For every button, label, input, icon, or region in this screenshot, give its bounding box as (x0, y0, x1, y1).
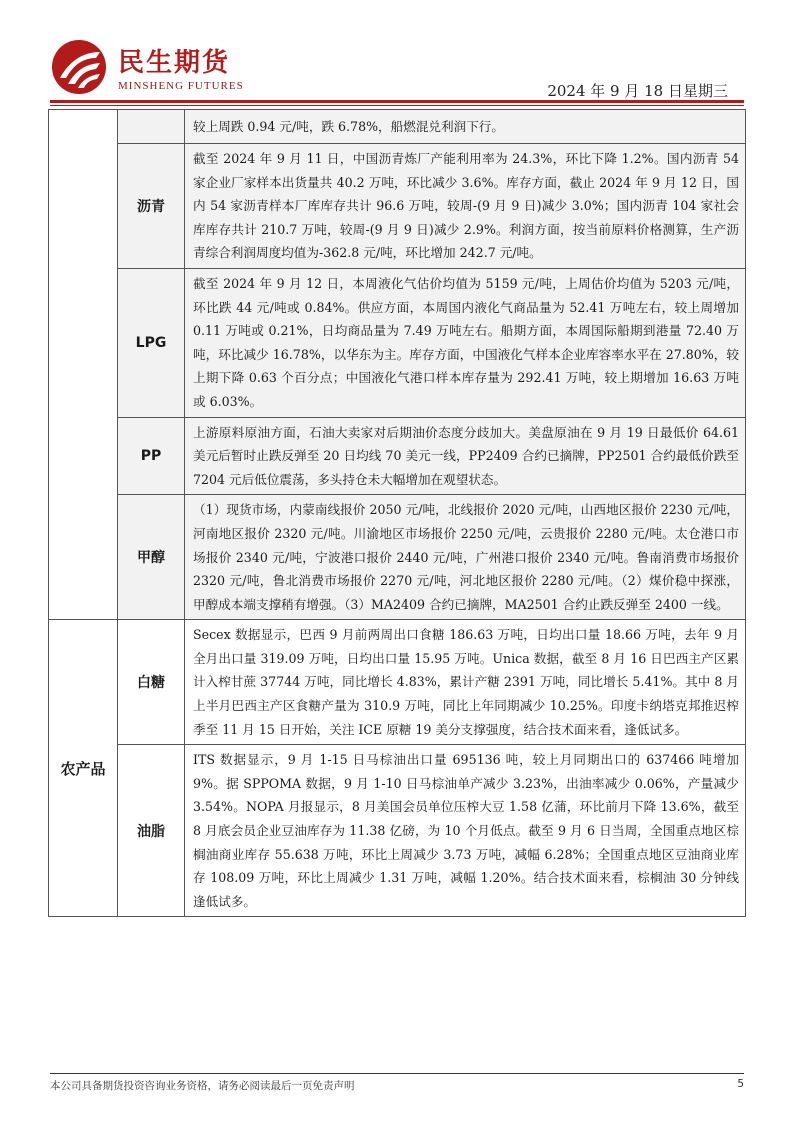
table-row (49, 620, 746, 745)
footer-divider (50, 1073, 744, 1074)
minsheng-logo-icon (50, 38, 108, 96)
table-row (49, 745, 746, 917)
item-cell: 沥青 (118, 144, 185, 269)
brand-name-cn: 民生期货 (118, 48, 231, 78)
page-number: 5 (737, 1078, 744, 1090)
table-row (49, 144, 746, 269)
category-cell: 农产品 (49, 620, 118, 917)
brand-name-en: MINSHENG FUTURES (118, 80, 244, 92)
item-description: Secex 数据显示，巴西 9 月前两周出口食糖 186.63 万吨，日均出口量 18.66 万吨，去年 9 月全月出口量 319.09 万吨，日均出口量 15.95 万吨。Unica 数据，截至 8 月 16 日巴西主产区累计入榨甘蔗 37744 万吨，同比增长 4.83%，累计产糖 2391 万吨，同比增长 5.41%。其中 8 月上半月巴西主产区食糖产量为 310.9 万吨，同比上年同期减少 10.25%。印度卡纳塔克邦推迟榨季至 11 月 15 日开始，关注 ICE 原糖 19 美分支撑强度，结合技术面来看，逢低试多。 (185, 620, 746, 745)
item-cell: LPG (118, 268, 185, 417)
item-cell (118, 110, 185, 144)
table-row (49, 110, 746, 144)
item-description: 截至 2024 年 9 月 11 日，中国沥青炼厂产能利用率为 24.3%，环比下降 1.2%。国内沥青 54 家企业厂家样本出货量共 40.2 万吨，环比减少 3.6%。库存方面，截止 2024 年 9 月 12 日，国内 54 家沥青样本厂库库存共计 96.6 万吨，较周-(9 月 9 日)减少 3.0%；国内沥青 104 家社会库库存共计 210.7 万吨，较周-(9 月 9 日)减少 2.9%。利润方面，按当前原料价格测算，生产沥青综合利润周度均值为-362.8 元/吨，环比增加 242.7 元/吨。 (185, 144, 746, 269)
commodity-table (48, 109, 746, 917)
item-cell: 油脂 (118, 745, 185, 917)
item-description: 截至 2024 年 9 月 12 日，本周液化气估价均值为 5159 元/吨，上周估价均值为 5203 元/吨，环比跌 44 元/吨或 0.84%。供应方面，本周国内液化气商品量为 52.41 万吨左右，较上周增加 0.11 万吨或 0.21%，日均商品量为 7.49 万吨左右。船期方面，本周国际船期到港量 72.40 万吨，环比减少 16.78%，以华东为主。库存方面，中国液化气样本企业库容率水平在 27.80%，较上期下降 0.63 个百分点；中国液化气港口样本库存量为 292.41 万吨，较上期增加 16.63 万吨或 6.03%。 (185, 268, 746, 417)
item-cell: 白糖 (118, 620, 185, 745)
footer-disclaimer: 本公司具备期货投资咨询业务资格，请务必阅读最后一页免责声明 (50, 1080, 355, 1092)
table-row (49, 495, 746, 620)
item-cell: PP (118, 417, 185, 495)
item-description: ITS 数据显示，9 月 1-15 日马棕油出口量 695136 吨，较上月同期出口的 637466 吨增加 9%。据 SPPOMA 数据，9 月 1-10 日马棕油单产减少 3.23%，出油率减少 0.06%，产量减少 3.54%。NOPA 月报显示，8 月美国会员单位压榨大豆 1.58 亿蒲，环比前月下降 13.6%，截至 8 月底会员企业豆油库存为 11.38 亿磅，为 10 个月低点。截至 9 月 6 日当周，全国重点地区棕榈油商业库存 55.638 万吨，环比上周减少 3.73 万吨，减幅 6.28%；全国重点地区豆油商业库存 108.09 万吨，环比上周减少 1.31 万吨，减幅 1.20%。结合技术面来看，棕榈油 30 分钟线逢低试多。 (185, 745, 746, 917)
item-description: 上游原料原油方面，石油大卖家对后期油价态度分歧加大。美盘原油在 9 月 19 日最低价 64.61 美元后暂时止跌反弹至 20 日均线 70 美元一线，PP2409 合约已摘牌，PP2501 合约最低价跌至 7204 元后低位震荡，多头持仓未大幅增加在观望状态。 (185, 417, 746, 495)
report-date: 2024 年 9 月 18 日星期三 (547, 82, 728, 100)
item-description: 较上周跌 0.94 元/吨，跌 6.78%，船燃混兑利润下行。 (185, 110, 746, 144)
category-cell (49, 110, 118, 620)
header-divider-thin (50, 105, 744, 106)
table-row (49, 268, 746, 417)
item-description: （1）现货市场，内蒙南线报价 2050 元/吨，北线报价 2020 元/吨，山西地区报价 2230 元/吨，河南地区报价 2320 元/吨。川渝地区市场报价 2250 元/吨，云贵报价 2280 元/吨。太仓港口市场报价 2340 元/吨，宁波港口报价 2440 元/吨，广州港口报价 2340 元/吨。鲁南消费市场报价 2320 元/吨，鲁北消费市场报价 2270 元/吨，河北地区报价 2280 元/吨。（2）煤价稳中探涨，甲醇成本端支撑稍有增强。（3）MA2409 合约已摘牌，MA2501 合约止跌反弹至 2400 一线。 (185, 495, 746, 620)
table-row (49, 417, 746, 495)
page-header (0, 0, 794, 110)
item-cell: 甲醇 (118, 495, 185, 620)
header-divider (50, 100, 744, 103)
